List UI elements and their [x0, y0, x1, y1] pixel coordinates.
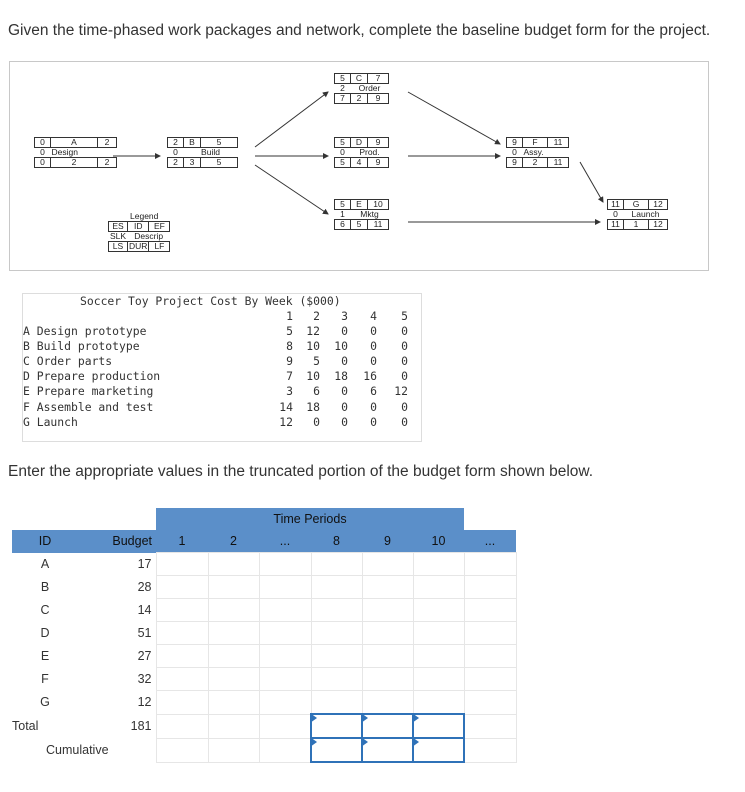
- budget-cell: [259, 599, 311, 622]
- col-period-9: 9: [362, 530, 413, 553]
- budget-cell: [464, 691, 516, 715]
- col-period-8: 8: [311, 530, 362, 553]
- budget-row-value: 12: [137, 695, 152, 710]
- budget-row-value: 17: [137, 557, 152, 571]
- budget-cell: [156, 599, 208, 622]
- arrow-b-c: [255, 92, 328, 147]
- budget-cell: [208, 553, 259, 576]
- week-header-1: 1: [286, 309, 293, 323]
- budget-row-id: F: [41, 672, 49, 686]
- budget-cell: [362, 599, 413, 622]
- question-text: Given the time-phased work packages and network, complete the baseline budget form for the project.: [8, 22, 711, 39]
- budget-row-value: 28: [137, 580, 152, 594]
- budget-cell: [362, 645, 413, 668]
- node-b: 2 B 5 0 Build 2 3 5: [167, 137, 238, 168]
- total-period-10-input[interactable]: [413, 714, 464, 738]
- cost-cell: 0: [401, 414, 408, 429]
- budget-row-value: 27: [137, 649, 152, 663]
- cumulative-period-10-input[interactable]: [413, 738, 464, 762]
- cost-cell: 0: [401, 369, 408, 384]
- budget-row: [12, 691, 516, 715]
- budget-row-value: 51: [137, 626, 152, 640]
- budget-cell: [464, 622, 516, 645]
- node-d: 5 D 9 0 Prod. 5 4 9: [334, 137, 389, 168]
- total-period-8-input[interactable]: [311, 714, 362, 738]
- cost-cell: 18: [306, 399, 320, 414]
- cost-cell: 5: [313, 354, 320, 369]
- budget-row-id: E: [40, 649, 50, 663]
- budget-row: [12, 553, 516, 576]
- budget-cell: [208, 599, 259, 622]
- cost-cell: 0: [370, 414, 377, 429]
- week-header-3: 3: [341, 309, 348, 323]
- cost-row-label: A Design prototype: [23, 324, 147, 338]
- col-period-2: 2: [208, 530, 259, 553]
- budget-cell: [156, 553, 208, 576]
- cost-cell: 14: [279, 399, 293, 414]
- budget-cell: [259, 691, 311, 715]
- cost-cell: 10: [334, 339, 348, 354]
- total-budget: 181: [130, 719, 152, 733]
- budget-cell: [156, 691, 208, 715]
- col-id: ID: [12, 530, 78, 553]
- budget-cell: [413, 668, 464, 691]
- budget-row-id: B: [40, 580, 50, 594]
- cost-row-label: C Order parts: [23, 354, 113, 369]
- cost-cell: 0: [341, 354, 348, 369]
- cost-cell: 10: [306, 369, 320, 384]
- cost-cell: 0: [401, 339, 408, 354]
- budget-cell: [413, 553, 464, 576]
- budget-row-value: 32: [137, 672, 152, 686]
- budget-cell: [413, 645, 464, 668]
- total-label: Total: [12, 719, 39, 733]
- arrow-b-e: [255, 165, 328, 214]
- budget-form: [12, 508, 517, 763]
- cost-cell: 8: [286, 339, 293, 354]
- budget-cell: [311, 599, 362, 622]
- node-e: 5 E 10 1 Mktg 6 5 11: [334, 199, 389, 230]
- budget-row: [12, 576, 516, 599]
- budget-cell: [156, 576, 208, 599]
- node-g: 11 G 12 0 Launch 11 1 12: [607, 199, 668, 230]
- budget-cell: [362, 691, 413, 715]
- cost-cell: 7: [286, 369, 293, 384]
- budget-cell: [413, 576, 464, 599]
- budget-cell: [156, 668, 208, 691]
- budget-cell: [311, 691, 362, 715]
- cost-cell: 0: [341, 399, 348, 414]
- cost-cell: 6: [370, 384, 377, 399]
- budget-cell: [362, 668, 413, 691]
- budget-row: [12, 622, 516, 645]
- budget-cell: [311, 553, 362, 576]
- node-f: 9 F 11 0 Assy. 9 2 11: [506, 137, 569, 168]
- week-header-4: 4: [370, 309, 377, 323]
- budget-cell: [464, 576, 516, 599]
- budget-cell: [311, 668, 362, 691]
- cumulative-period-9-input[interactable]: [362, 738, 413, 762]
- budget-row-id: C: [40, 603, 50, 617]
- cost-cell: 0: [341, 384, 348, 399]
- arrow-c-f: [408, 92, 500, 144]
- budget-cell: [464, 553, 516, 576]
- cost-cell: 0: [341, 324, 348, 338]
- budget-cell: [259, 576, 311, 599]
- budget-cell: [156, 622, 208, 645]
- budget-row: [12, 668, 516, 691]
- budget-cell: [464, 668, 516, 691]
- budget-cell: [208, 668, 259, 691]
- budget-row: [12, 599, 516, 622]
- budget-row-id: A: [40, 557, 50, 571]
- budget-row-id: D: [40, 626, 50, 640]
- col-period-10: 10: [413, 530, 464, 553]
- budget-row-value: 14: [137, 603, 152, 617]
- network-diagram: [9, 61, 709, 271]
- instruction-text: Enter the appropriate values in the truncated portion of the budget form shown below.: [8, 463, 594, 480]
- budget-cell: [156, 645, 208, 668]
- budget-cell: [413, 622, 464, 645]
- budget-cell: [311, 622, 362, 645]
- budget-cell: [413, 691, 464, 715]
- cost-row-label: F Assemble and test: [23, 399, 154, 414]
- cost-cell: 0: [370, 399, 377, 414]
- cost-cell: 12: [306, 324, 320, 338]
- cost-row-label: B Build prototype: [23, 339, 140, 354]
- budget-cell: [208, 576, 259, 599]
- week-header-5: 5: [401, 309, 408, 323]
- node-a: 0 A 2 0 Design 0 2 2: [34, 137, 117, 168]
- cumulative-period-8-input[interactable]: [311, 738, 362, 762]
- budget-cell: [259, 645, 311, 668]
- cost-row-label: G Launch: [23, 414, 78, 429]
- cost-cell: 3: [286, 384, 293, 399]
- week-header-2: 2: [313, 309, 320, 323]
- budget-cell: [413, 599, 464, 622]
- cost-cell: 6: [313, 384, 320, 399]
- cost-cell: 0: [370, 354, 377, 369]
- col-ellipsis: ...: [259, 530, 311, 553]
- cost-cell: 10: [306, 339, 320, 354]
- budget-cell: [259, 622, 311, 645]
- cost-cell: 18: [334, 369, 348, 384]
- cost-row-label: E Prepare marketing: [23, 384, 154, 399]
- network-legend: Legend ES ID EF SLK Descrip LS DUR LF: [108, 212, 170, 252]
- cost-cell: 16: [363, 369, 377, 384]
- budget-cell: [208, 691, 259, 715]
- col-budget: Budget: [78, 530, 156, 553]
- budget-cell: [311, 576, 362, 599]
- cost-table-title: Soccer Toy Project Cost By Week ($000): [80, 294, 341, 308]
- cost-cell: 0: [401, 324, 408, 338]
- cost-cell: 0: [313, 414, 320, 429]
- cost-cell: 12: [279, 414, 293, 429]
- budget-row: [12, 645, 516, 668]
- budget-cell: [362, 553, 413, 576]
- cost-cell: 0: [370, 339, 377, 354]
- cost-cell: 12: [394, 384, 408, 399]
- col-period-1: 1: [156, 530, 208, 553]
- col-ellipsis-2: ...: [464, 530, 516, 553]
- cost-cell: 0: [370, 324, 377, 338]
- budget-cell: [208, 645, 259, 668]
- cost-cell: 0: [401, 399, 408, 414]
- budget-cell: [464, 645, 516, 668]
- budget-cell: [208, 622, 259, 645]
- budget-row-id: G: [40, 695, 50, 710]
- cumulative-label: Cumulative: [46, 743, 109, 757]
- time-periods-header: Time Periods: [156, 508, 464, 530]
- budget-cell: [259, 553, 311, 576]
- arrow-f-g: [580, 162, 603, 202]
- budget-cell: [311, 645, 362, 668]
- cost-cell: 9: [286, 354, 293, 369]
- total-period-9-input[interactable]: [362, 714, 413, 738]
- budget-cell: [362, 622, 413, 645]
- cost-cell: 5: [286, 324, 293, 338]
- budget-cell: [464, 599, 516, 622]
- node-c: 5 C 7 2 Order 7 2 9: [334, 73, 389, 104]
- cost-cell: 0: [341, 414, 348, 429]
- cost-cell: 0: [401, 354, 408, 369]
- budget-cell: [259, 668, 311, 691]
- cost-row-label: D Prepare production: [23, 369, 161, 384]
- cost-by-week-table: [22, 293, 422, 442]
- budget-cell: [362, 576, 413, 599]
